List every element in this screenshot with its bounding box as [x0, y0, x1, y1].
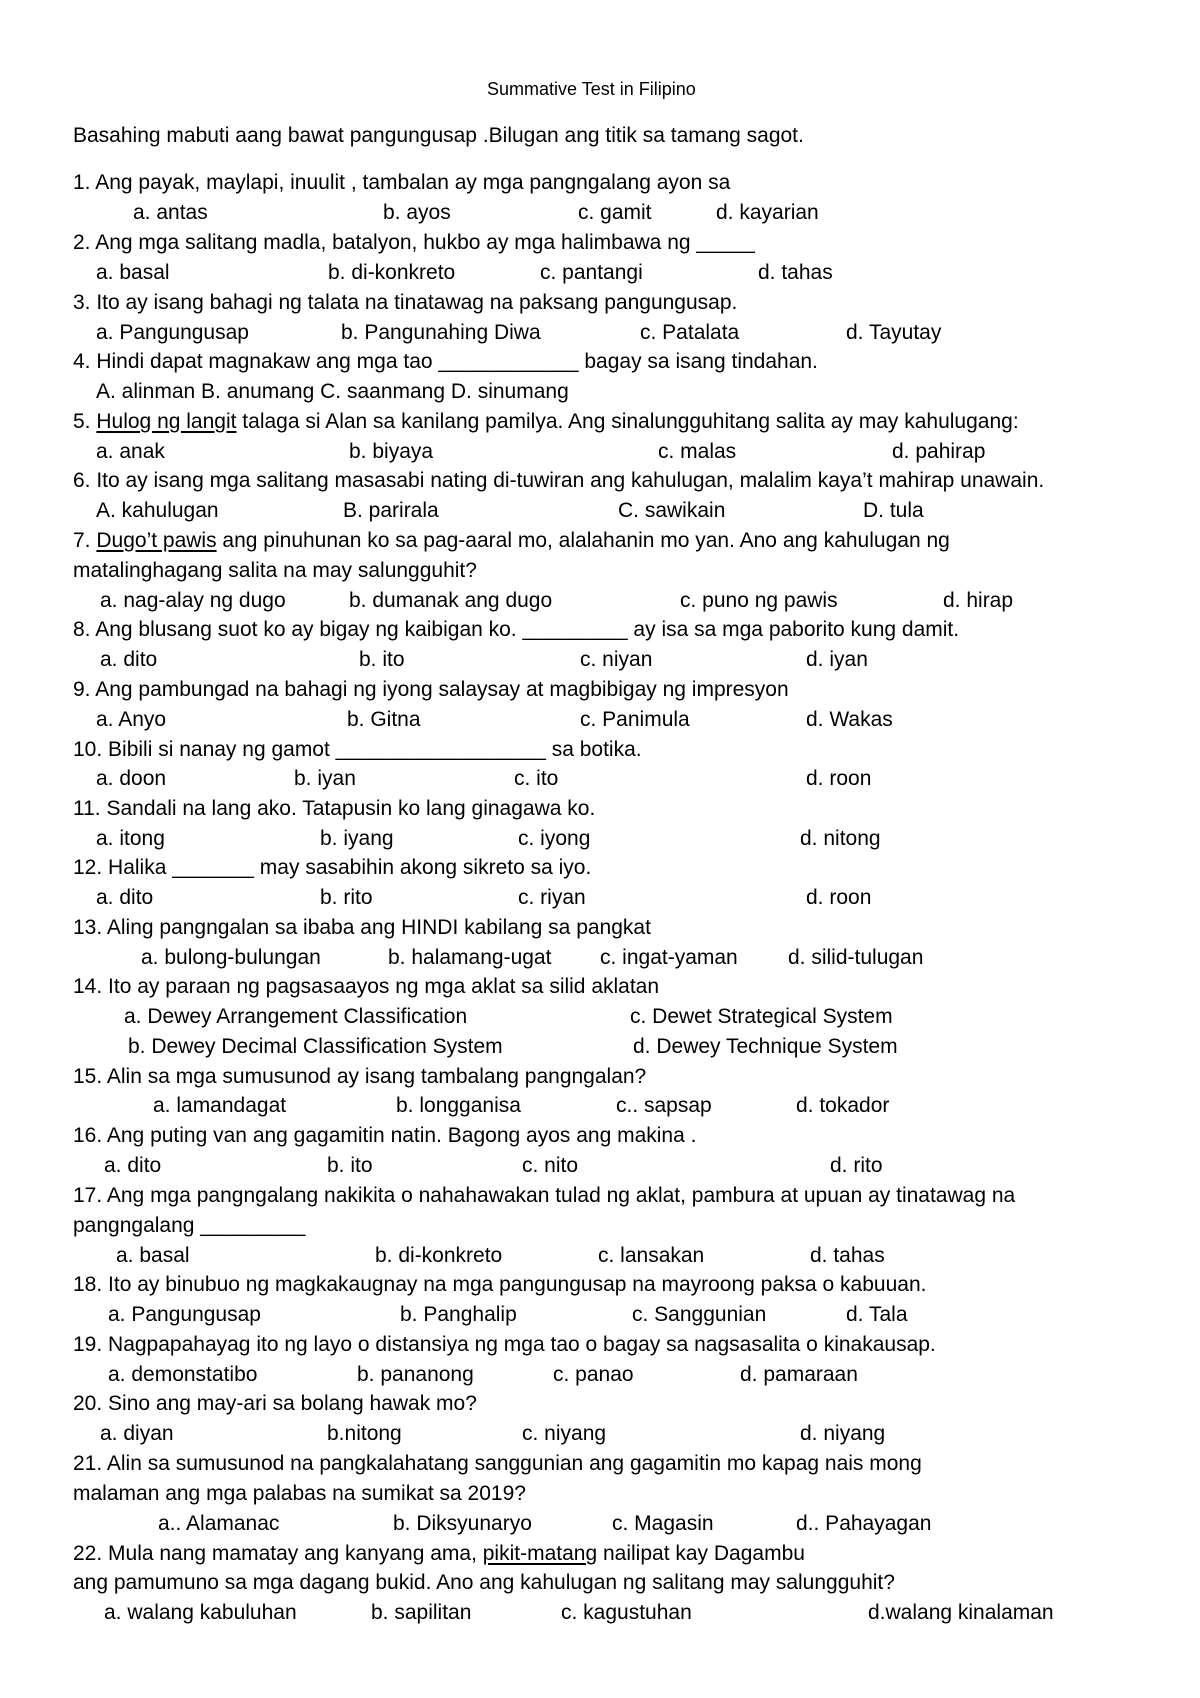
q13-option-b[interactable]: b. halamang-ugat — [388, 946, 552, 969]
q10-option-c[interactable]: c. ito — [514, 767, 559, 790]
q16-option-b[interactable]: b. ito — [327, 1154, 373, 1177]
q11-option-a[interactable]: a. itong — [96, 827, 165, 850]
q22-suffix: nailipat kay Dagambu — [597, 1542, 805, 1565]
q11-option-d[interactable]: d. nitong — [800, 827, 881, 850]
question-21-cont: malaman ang mga palabas na sumikat sa 2019? — [73, 1482, 526, 1505]
q4-options[interactable]: A. alinman B. anumang C. saanmang D. sinumang — [96, 380, 569, 403]
q2-option-b[interactable]: b. di-konkreto — [328, 261, 456, 284]
question-4: 4. Hindi dapat magnakaw ang mga tao ____________ bagay sa isang tindahan. — [73, 350, 818, 373]
question-11: 11. Sandali na lang ako. Tatapusin ko lang ginagawa ko. — [73, 797, 596, 820]
question-6: 6. Ito ay isang mga salitang masasabi nating di-tuwiran ang kahulugan, malalim kaya’t mahirap unawain. — [73, 469, 1045, 492]
q1-option-b[interactable]: b. ayos — [383, 201, 451, 224]
q15-option-a[interactable]: a. lamandagat — [153, 1094, 287, 1117]
q13-option-a[interactable]: a. bulong-bulungan — [141, 946, 321, 969]
q20-option-d[interactable]: d. niyang — [800, 1422, 886, 1445]
q3-option-b[interactable]: b. Pangunahing Diwa — [341, 321, 541, 344]
question-8: 8. Ang blusang suot ko ay bigay ng kaibigan ko. _________ ay isa sa mga paborito kung damit. — [73, 618, 960, 641]
q9-option-d[interactable]: d. Wakas — [806, 708, 893, 731]
q7-option-d[interactable]: d. hirap — [943, 589, 1014, 612]
q17-option-c[interactable]: c. lansakan — [598, 1244, 705, 1267]
question-15: 15. Alin sa mga sumusunod ay isang tambalang pangngalan? — [73, 1065, 647, 1088]
question-1: 1. Ang payak, maylapi, inuulit , tambalan ay mga pangngalang ayon sa — [73, 171, 731, 194]
q6-option-b[interactable]: B. parirala — [343, 499, 439, 522]
q3-option-d[interactable]: d. Tayutay — [846, 321, 942, 344]
q17-option-b[interactable]: b. di-konkreto — [375, 1244, 503, 1267]
q22-option-b[interactable]: b. sapilitan — [371, 1601, 472, 1624]
q12-option-b[interactable]: b. rito — [320, 886, 373, 909]
q17-option-d[interactable]: d. tahas — [810, 1244, 885, 1267]
question-21: 21. Alin sa sumusunod na pangkalahatang sanggunian ang gagamitin mo kapag nais mong — [73, 1452, 922, 1475]
q7-option-c[interactable]: c. puno ng pawis — [680, 589, 838, 612]
q10-option-d[interactable]: d. roon — [806, 767, 872, 790]
q10-option-b[interactable]: b. iyan — [294, 767, 356, 790]
q7-option-a[interactable]: a. nag-alay ng dugo — [100, 589, 286, 612]
q18-option-b[interactable]: b. Panghalip — [400, 1303, 517, 1326]
q22-option-c[interactable]: c. kagustuhan — [561, 1601, 692, 1624]
q7-suffix: ang pinuhunan ko sa pag-aaral mo, alalahanin mo yan. Ano ang kahulugan ng — [216, 529, 950, 552]
q6-option-c[interactable]: C. sawikain — [618, 499, 726, 522]
q12-option-c[interactable]: c. riyan — [518, 886, 586, 909]
question-22-cont: ang pamumuno sa mga dagang bukid. Ano ang kahulugan ng salitang may salungguhit? — [73, 1571, 895, 1594]
q9-option-c[interactable]: c. Panimula — [580, 708, 690, 731]
q18-option-a[interactable]: a. Pangungusap — [108, 1303, 261, 1326]
question-7 — [73, 528, 950, 554]
q8-option-b[interactable]: b. ito — [359, 648, 405, 671]
q5-underlined: Hulog ng langit — [96, 410, 237, 433]
q13-option-c[interactable]: c. ingat-yaman — [600, 946, 738, 969]
q7-option-b[interactable]: b. dumanak ang dugo — [349, 589, 553, 612]
question-14: 14. Ito ay paraan ng pagsasaayos ng mga aklat sa silid aklatan — [73, 975, 660, 998]
q18-option-c[interactable]: c. Sanggunian — [632, 1303, 767, 1326]
q2-option-a[interactable]: a. basal — [96, 261, 170, 284]
q12-option-d[interactable]: d. roon — [806, 886, 872, 909]
q14-option-a[interactable]: a. Dewey Arrangement Classification — [124, 1005, 468, 1028]
q17-option-a[interactable]: a. basal — [116, 1244, 190, 1267]
question-7-cont: matalinghagang salita na may salungguhit? — [73, 559, 477, 582]
q19-option-c[interactable]: c. panao — [553, 1363, 634, 1386]
q2-option-d[interactable]: d. tahas — [758, 261, 833, 284]
q1-option-c[interactable]: c. gamit — [578, 201, 652, 224]
q5-option-b[interactable]: b. biyaya — [349, 440, 434, 463]
q21-option-c[interactable]: c. Magasin — [612, 1512, 714, 1535]
q19-option-a[interactable]: a. demonstatibo — [108, 1363, 258, 1386]
q14-option-c[interactable]: c. Dewet Strategical System — [630, 1005, 893, 1028]
q16-option-d[interactable]: d. rito — [830, 1154, 883, 1177]
question-17-cont: pangngalang _________ — [73, 1214, 306, 1237]
q6-option-a[interactable]: A. kahulugan — [96, 499, 219, 522]
question-9: 9. Ang pambungad na bahagi ng iyong salaysay at magbibigay ng impresyon — [73, 678, 789, 701]
q5-suffix: talaga si Alan sa kanilang pamilya. Ang sinalungguhitang salita ay may kahulugang: — [236, 410, 1019, 433]
instructions: Basahing mabuti aang bawat pangungusap .Bilugan ang titik sa tamang sagot. — [73, 124, 804, 147]
q1-option-a[interactable]: a. antas — [133, 201, 208, 224]
q19-option-d[interactable]: d. pamaraan — [740, 1363, 858, 1386]
question-20: 20. Sino ang may-ari sa bolang hawak mo? — [73, 1392, 477, 1415]
q12-option-a[interactable]: a. dito — [96, 886, 154, 909]
q8-option-a[interactable]: a. dito — [100, 648, 158, 671]
q10-option-a[interactable]: a. doon — [96, 767, 167, 790]
q22-prefix: 22. Mula nang mamatay ang kanyang ama, — [73, 1542, 483, 1565]
q22-underlined: pikit-matang — [482, 1542, 598, 1565]
q14-option-d[interactable]: d. Dewey Technique System — [633, 1035, 898, 1058]
q15-option-c[interactable]: c.. sapsap — [616, 1094, 712, 1117]
q21-option-d[interactable]: d.. Pahayagan — [796, 1512, 932, 1535]
q21-option-a[interactable]: a.. Alamanac — [158, 1512, 280, 1535]
q16-option-a[interactable]: a. dito — [104, 1154, 162, 1177]
q9-option-a[interactable]: a. Anyo — [96, 708, 167, 731]
q3-option-c[interactable]: c. Patalata — [640, 321, 740, 344]
question-2: 2. Ang mga salitang madla, batalyon, hukbo ay mga halimbawa ng _____ — [73, 231, 755, 254]
q20-option-b[interactable]: b.nitong — [327, 1422, 402, 1445]
question-13: 13. Aling pangngalan sa ibaba ang HINDI kabilang sa pangkat — [73, 916, 651, 939]
q3-option-a[interactable]: a. Pangungusap — [96, 321, 249, 344]
q5-option-a[interactable]: a. anak — [96, 440, 165, 463]
q22-option-a[interactable]: a. walang kabuluhan — [104, 1601, 297, 1624]
q7-prefix: 7. — [73, 529, 97, 552]
q6-option-d[interactable]: D. tula — [863, 499, 924, 522]
q11-option-b[interactable]: b. iyang — [320, 827, 394, 850]
question-19: 19. Nagpapahayag ito ng layo o distansiya ng mga tao o bagay sa nagsasalita o kinakausap. — [73, 1333, 936, 1356]
q22-option-d[interactable]: d.walang kinalaman — [868, 1601, 1054, 1624]
q7-underlined: Dugo’t pawis — [96, 529, 217, 552]
q13-option-d[interactable]: d. silid-tulugan — [788, 946, 924, 969]
q1-option-d[interactable]: d. kayarian — [716, 201, 819, 224]
q2-option-c[interactable]: c. pantangi — [540, 261, 643, 284]
question-17: 17. Ang mga pangngalang nakikita o nahahawakan tulad ng aklat, pambura at upuan ay tinatawag na — [73, 1184, 1016, 1207]
question-16: 16. Ang puting van ang gagamitin natin. Bagong ayos ang makina . — [73, 1124, 697, 1147]
question-12: 12. Halika _______ may sasabihin akong sikreto sa iyo. — [73, 856, 592, 879]
q20-option-a[interactable]: a. diyan — [100, 1422, 174, 1445]
q5-option-d[interactable]: d. pahirap — [892, 440, 986, 463]
q18-option-d[interactable]: d. Tala — [846, 1303, 908, 1326]
question-3: 3. Ito ay isang bahagi ng talata na tinatawag na paksang pangungusap. — [73, 291, 738, 314]
question-10: 10. Bibili si nanay ng gamot __________________ sa botika. — [73, 738, 642, 761]
page-title: Summative Test in Filipino — [487, 79, 696, 99]
q5-prefix: 5. — [73, 410, 97, 433]
q15-option-d[interactable]: d. tokador — [796, 1094, 890, 1117]
q5-option-c[interactable]: c. malas — [658, 440, 737, 463]
q15-option-b[interactable]: b. longganisa — [396, 1094, 521, 1117]
q19-option-b[interactable]: b. pananong — [357, 1363, 474, 1386]
question-22 — [73, 1541, 805, 1567]
q11-option-c[interactable]: c. iyong — [518, 827, 591, 850]
q8-option-c[interactable]: c. niyan — [580, 648, 653, 671]
q9-option-b[interactable]: b. Gitna — [347, 708, 421, 731]
question-18: 18. Ito ay binubuo ng magkakaugnay na mga pangungusap na mayroong paksa o kabuuan. — [73, 1273, 927, 1296]
question-5 — [73, 409, 1019, 435]
q20-option-c[interactable]: c. niyang — [522, 1422, 607, 1445]
q14-option-b[interactable]: b. Dewey Decimal Classification System — [128, 1035, 503, 1058]
q16-option-c[interactable]: c. nito — [522, 1154, 579, 1177]
q21-option-b[interactable]: b. Diksyunaryo — [393, 1512, 532, 1535]
q8-option-d[interactable]: d. iyan — [806, 648, 868, 671]
